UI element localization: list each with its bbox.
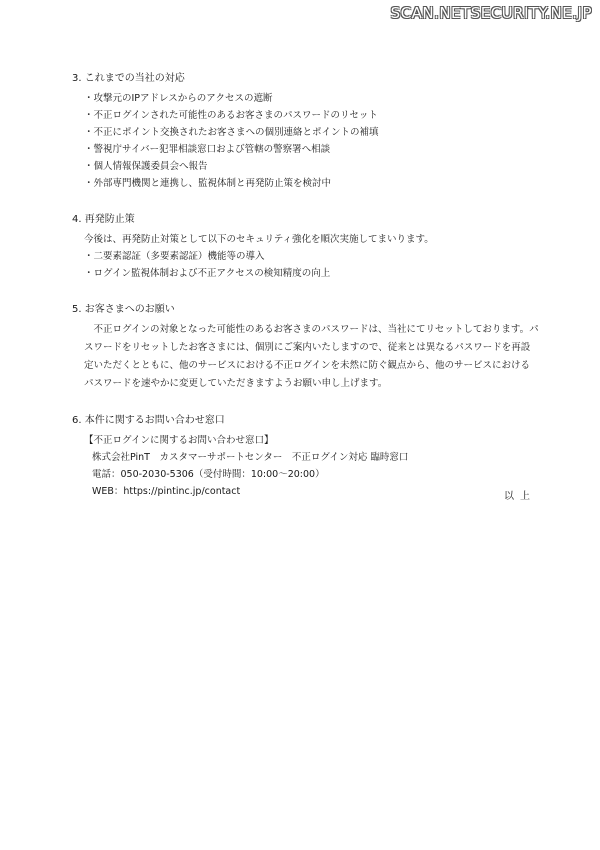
list-item: ・個人情報保護委員会へ報告 [84,161,208,172]
paragraph-line: 不正ログインの対象となった可能性のあるお客さまのパスワードは、当社にてリセットしております。パ [84,324,539,335]
paragraph-line: 定いただくとともに、他のサービスにおける不正ログインを未然に防ぐ観点から、他のサービスにおける [84,360,531,371]
list-item: ・警視庁サイバー犯罪相談窓口および管轄の警察署へ相談 [84,144,331,155]
paragraph-line: パスワードを速やかに変更していただきますようお願い申し上げます。 [84,378,388,389]
contact-phone: 電話：050-2030-5306（受付時間：10:00～20:00） [92,469,325,480]
list-item: ・不正ログインされた可能性のあるお客さまのパスワードのリセット [84,110,378,121]
response-list [84,90,542,192]
contact-block [84,432,542,500]
contact-title: 【不正ログインに関するお問い合わせ窓口】 [84,435,274,446]
list-item: ・攻撃元のIPアドレスからのアクセスの遮断 [84,93,273,104]
section-contact [72,412,542,500]
request-paragraph [84,321,542,393]
list-item: ・外部専門機関と連携し、監視体制と再発防止策を検討中 [84,178,332,189]
closing-mark: 以上 [504,491,536,502]
contact-company: 株式会社PinT カスタマーサポートセンター 不正ログイン対応 臨時窓口 [92,452,409,463]
list-item: ・二要素認証（多要素認証）機能等の導入 [84,251,265,262]
section-response [72,70,542,192]
watermark: SCAN.NETSECURITY.NE.JP [390,4,592,22]
list-item: ・ログイン監視体制および不正アクセスの検知精度の向上 [84,268,331,279]
list-item: ・不正にポイント交換されたお客さまへの個別連絡とポイントの補填 [84,127,379,138]
section-request [72,301,542,393]
prevention-list [84,248,542,282]
section-prevention [72,211,542,282]
contact-web-link[interactable]: WEB：https://pintinc.jp/contact [92,486,241,497]
section-intro: 今後は、再発防止対策として以下のセキュリティ強化を順次実施してまいります。 [84,234,434,245]
paragraph-line: スワードをリセットしたお客さまには、個別にご案内いたしますので、従来とは異なるパスワードを再設 [84,342,531,353]
section-heading: 4. 再発防止策 [72,214,135,225]
section-heading: 6. 本件に関するお問い合わせ窓口 [72,415,225,426]
section-heading: 3. これまでの当社の対応 [72,73,185,84]
section-heading: 5. お客さまへのお願い [72,304,175,315]
document-body [72,70,542,519]
